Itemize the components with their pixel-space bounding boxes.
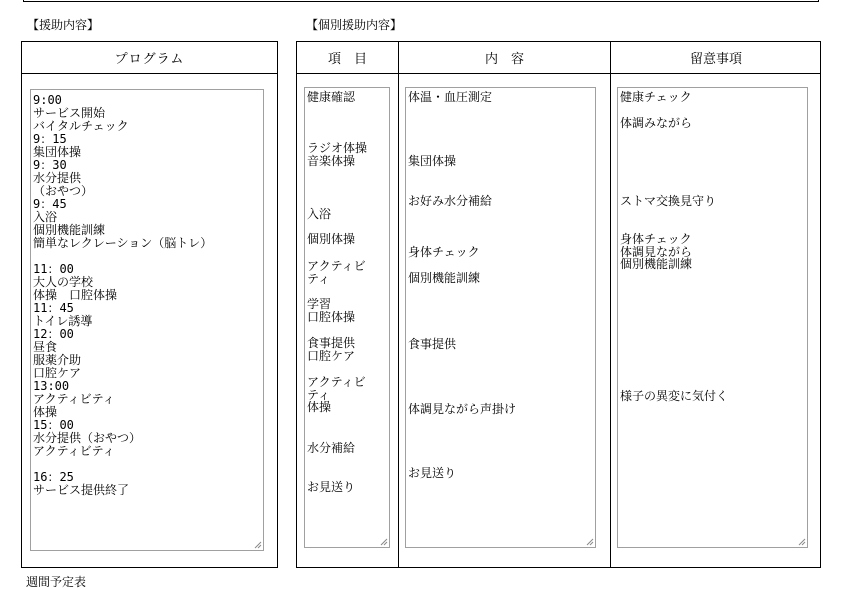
- program-line: サービス提供終了: [33, 483, 130, 497]
- content-entry: お好み水分補給: [408, 194, 493, 208]
- program-textarea[interactable]: [30, 89, 264, 551]
- program-line: 11：00: [33, 262, 74, 276]
- item-textarea[interactable]: [304, 87, 390, 548]
- item-entry: 健康確認: [307, 90, 356, 104]
- program-line: 昼食: [33, 340, 58, 354]
- program-line: 口腔ケア: [33, 366, 82, 380]
- program-line: 9:00: [33, 93, 62, 107]
- note-entry: 体調みながら: [620, 116, 693, 130]
- program-panel: [21, 41, 278, 568]
- program-line: 服薬介助: [33, 353, 82, 367]
- program-line: バイタルチェック: [33, 119, 129, 133]
- support-section-label: 【援助内容】: [27, 18, 100, 32]
- program-line: 11：45: [33, 301, 74, 315]
- program-line: 大人の学校: [33, 275, 94, 289]
- program-line: 集団体操: [33, 145, 82, 159]
- program-line: 9：45: [33, 197, 67, 211]
- content-entry: 食事提供: [408, 337, 457, 351]
- program-line: 体操 口腔体操: [33, 288, 118, 302]
- resize-grip-icon[interactable]: [797, 537, 806, 546]
- previous-section-box: [23, 0, 819, 2]
- note-entry: 身体チェック 体調見ながら 個別機能訓練: [620, 232, 693, 271]
- program-line: サービス開始: [33, 106, 106, 120]
- item-entry: ラジオ体操 音楽体操: [307, 141, 368, 168]
- program-line: 個別機能訓練: [33, 223, 106, 237]
- program-header: プログラム: [22, 42, 277, 74]
- program-text: [33, 94, 212, 497]
- program-line: アクティビティ: [33, 444, 115, 458]
- program-line: アクティビティ: [33, 392, 115, 406]
- content-entry: お見送り: [408, 466, 457, 480]
- note-entry: 様子の異変に気付く: [620, 389, 729, 403]
- item-entry: アクティビ ティ 体操: [307, 375, 366, 414]
- program-line: 15：00: [33, 418, 74, 432]
- content-entry: 体温・血圧測定: [408, 90, 493, 104]
- resize-grip-icon[interactable]: [253, 540, 262, 549]
- program-line: 簡単なレクレーション（脳トレ）: [33, 236, 213, 250]
- content-textarea[interactable]: [405, 87, 596, 548]
- notes-textarea[interactable]: [617, 87, 808, 548]
- program-line: （おやつ）: [33, 184, 94, 198]
- item-entry: 入浴: [307, 207, 332, 221]
- individual-panel: [296, 41, 821, 568]
- program-line: 12：00: [33, 327, 74, 341]
- program-line: 13:00: [33, 379, 70, 393]
- program-line: 16：25: [33, 470, 74, 484]
- program-line: 水分提供（おやつ）: [33, 431, 142, 445]
- program-line: 体操: [33, 405, 58, 419]
- content-header: 内 容: [484, 52, 524, 67]
- item-header: 項 目: [327, 52, 367, 67]
- program-line: トイレ誘導: [33, 314, 93, 328]
- program-line: 9：30: [33, 158, 67, 172]
- program-line: 水分提供: [33, 171, 82, 185]
- notes-header: 留意事項: [689, 52, 742, 67]
- program-line: 入浴: [33, 210, 58, 224]
- content-entry: 身体チェック: [408, 245, 480, 259]
- program-line: 9：15: [33, 132, 67, 146]
- resize-grip-icon[interactable]: [585, 537, 594, 546]
- item-entry: 食事提供 口腔ケア: [307, 336, 356, 363]
- resize-grip-icon[interactable]: [379, 537, 388, 546]
- item-entry: 個別体操: [307, 232, 356, 246]
- item-entry: アクティビ ティ: [307, 259, 366, 286]
- weekly-schedule-label: 週間予定表: [26, 575, 87, 589]
- item-entry: 水分補給: [307, 441, 356, 455]
- individual-section-label: 【個別援助内容】: [306, 18, 403, 32]
- content-entry: 個別機能訓練: [408, 271, 481, 285]
- content-entry: 体調見ながら声掛け: [408, 402, 517, 416]
- item-entry: お見送り: [307, 480, 356, 494]
- note-entry: 健康チェック: [620, 90, 692, 104]
- content-entry: 集団体操: [408, 154, 457, 168]
- item-entry: 学習 口腔体操: [307, 297, 356, 324]
- note-entry: ストマ交換見守り: [620, 194, 717, 208]
